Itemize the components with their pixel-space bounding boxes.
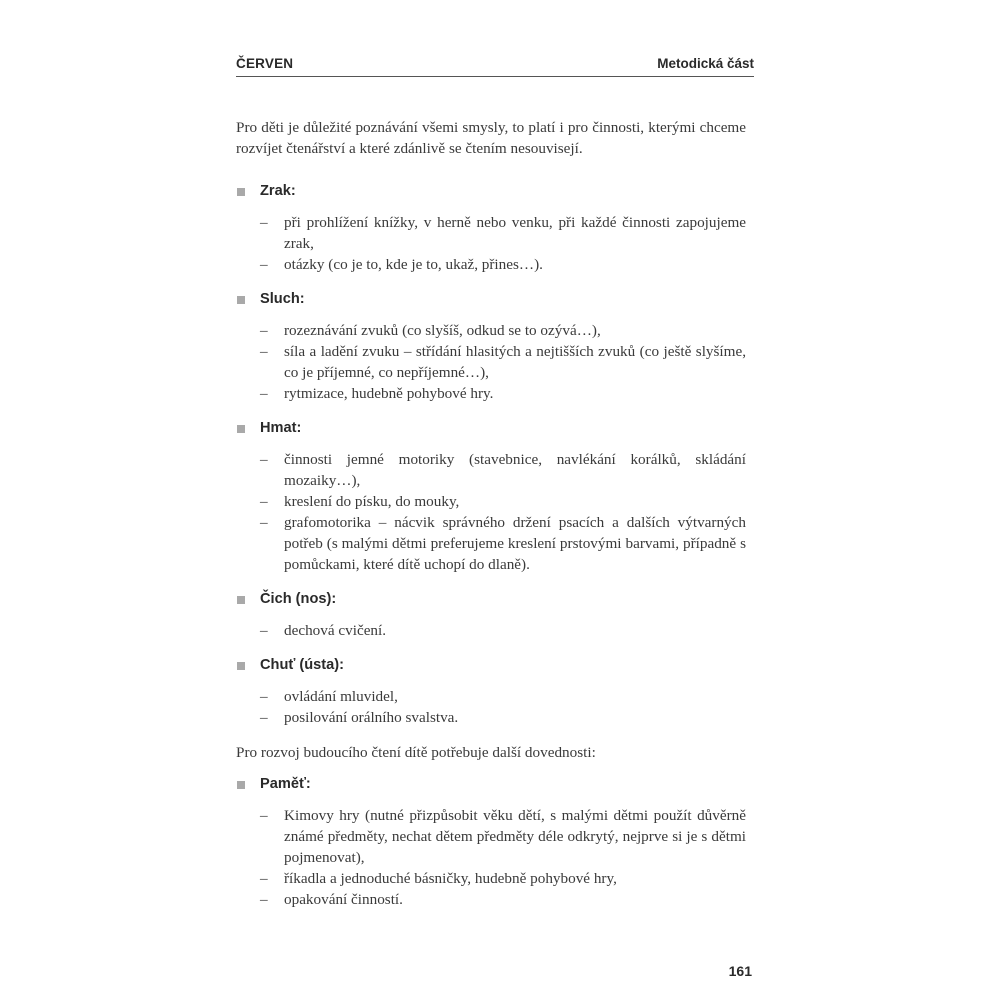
- section-label: Metodická část: [657, 56, 754, 71]
- dash-bullet-icon: –: [260, 870, 268, 887]
- skills-list: [236, 774, 746, 910]
- section-title: Paměť:: [260, 776, 311, 792]
- item-list: [236, 449, 746, 575]
- section-heading: [236, 589, 746, 610]
- dash-bullet-icon: –: [260, 514, 268, 531]
- list-item-text: při prohlížení knížky, v herně nebo venku, při každé činnosti zapojujeme zrak,: [284, 214, 746, 252]
- running-header: [236, 54, 754, 76]
- square-bullet-icon: [237, 596, 245, 604]
- dash-bullet-icon: –: [260, 891, 268, 908]
- section-heading: [236, 289, 746, 310]
- item-list: [236, 320, 746, 404]
- section-heading: [236, 655, 746, 676]
- dash-bullet-icon: –: [260, 622, 268, 639]
- section-block: [236, 774, 746, 910]
- list-item-text: rytmizace, hudebně pohybové hry.: [284, 385, 494, 402]
- section-title: Zrak:: [260, 183, 296, 199]
- section-title: Sluch:: [260, 291, 305, 307]
- list-item: [236, 889, 746, 910]
- section-block: [236, 181, 746, 275]
- list-item-text: Kimovy hry (nutné přizpůsobit věku dětí, s malými dětmi použít důvěrně známé předměty, nechat dětem předměty déle odkrytý, nejprve si je s dětmi pojmenovat),: [284, 807, 746, 866]
- item-list: [236, 686, 746, 728]
- dash-bullet-icon: –: [260, 688, 268, 705]
- chapter-label: ČERVEN: [236, 56, 294, 71]
- list-item-text: opakování činností.: [284, 891, 403, 908]
- list-item-text: síla a ladění zvuku – střídání hlasitých a nejtišších zvuků (co ještě slyšíme, co je příjemné, co nepříjemné…),: [284, 343, 746, 381]
- square-bullet-icon: [237, 781, 245, 789]
- section-heading: [236, 181, 746, 202]
- dash-bullet-icon: –: [260, 451, 268, 468]
- list-item: [236, 491, 746, 512]
- square-bullet-icon: [237, 296, 245, 304]
- list-item-text: říkadla a jednoduché básničky, hudebně pohybové hry,: [284, 870, 617, 887]
- list-item-text: činnosti jemné motoriky (stavebnice, navlékání korálků, skládání mozaiky…),: [284, 451, 746, 489]
- section-block: [236, 655, 746, 728]
- list-item: [236, 254, 746, 275]
- list-item-text: grafomotorika – nácvik správného držení psacích a dalších výtvarných potřeb (s malými dětmi preferujeme kreslení prstovými barvami, případně s pomůckami, které dítě uchopí do dlaně).: [284, 514, 746, 573]
- section-heading: [236, 774, 746, 795]
- section-block: [236, 289, 746, 404]
- section-title: Hmat:: [260, 420, 302, 436]
- page-content: [236, 117, 746, 924]
- section-block: [236, 418, 746, 575]
- section-heading: [236, 418, 746, 439]
- list-item: [236, 868, 746, 889]
- list-item: [236, 320, 746, 341]
- list-item: [236, 212, 746, 254]
- item-list: [236, 805, 746, 910]
- list-item: [236, 707, 746, 728]
- item-list: [236, 212, 746, 275]
- dash-bullet-icon: –: [260, 322, 268, 339]
- dash-bullet-icon: –: [260, 807, 268, 824]
- dash-bullet-icon: –: [260, 385, 268, 402]
- dash-bullet-icon: –: [260, 709, 268, 726]
- intro-paragraph: Pro děti je důležité poznávání všemi smysly, to platí i pro činnosti, kterými chceme rozvíjet čtenářství a které zdánlivě se čtením nesouvisejí.: [236, 119, 746, 157]
- list-item: [236, 686, 746, 707]
- list-item: [236, 512, 746, 575]
- square-bullet-icon: [237, 662, 245, 670]
- item-list: [236, 620, 746, 641]
- list-item-text: ovládání mluvidel,: [284, 688, 398, 705]
- list-item: [236, 805, 746, 868]
- dash-bullet-icon: –: [260, 256, 268, 273]
- section-title: Chuť (ústa):: [260, 657, 344, 673]
- square-bullet-icon: [237, 188, 245, 196]
- list-item-text: posilování orálního svalstva.: [284, 709, 459, 726]
- list-item-text: kreslení do písku, do mouky,: [284, 493, 460, 510]
- dash-bullet-icon: –: [260, 214, 268, 231]
- list-item: [236, 449, 746, 491]
- senses-list: [236, 181, 746, 728]
- list-item-text: otázky (co je to, kde je to, ukaž, přines…).: [284, 256, 543, 273]
- header-divider: [236, 76, 754, 77]
- dash-bullet-icon: –: [260, 343, 268, 360]
- list-item: [236, 341, 746, 383]
- dash-bullet-icon: –: [260, 493, 268, 510]
- square-bullet-icon: [237, 425, 245, 433]
- list-item: [236, 620, 746, 641]
- section-title: Čich (nos):: [260, 591, 337, 607]
- list-item-text: dechová cvičení.: [284, 622, 387, 639]
- list-item: [236, 383, 746, 404]
- transition-paragraph: Pro rozvoj budoucího čtení dítě potřebuje další dovednosti:: [236, 744, 596, 761]
- section-block: [236, 589, 746, 641]
- list-item-text: rozeznávání zvuků (co slyšíš, odkud se to ozývá…),: [284, 322, 601, 339]
- page-number: 161: [728, 963, 752, 979]
